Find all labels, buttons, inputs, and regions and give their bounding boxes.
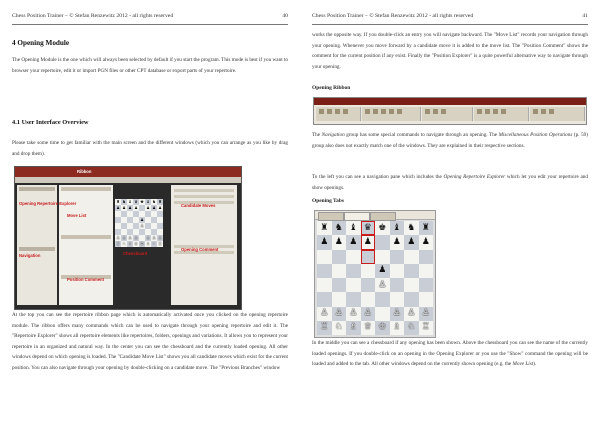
chess-piece-icon: ♝: [392, 222, 401, 233]
board-square[interactable]: [404, 235, 419, 249]
board-square[interactable]: [419, 307, 434, 321]
ribbon-group: [422, 107, 473, 121]
explorer-pane-title: [19, 187, 55, 191]
nav-text-2: group has some special commands to navigate through an opening. The: [344, 132, 499, 138]
board-square[interactable]: [390, 235, 405, 249]
bottom-text-1: In the middle you can see a chessboard if any opening has been shown. Above the chessboard you can see the name of the currently loaded openings. If you double-click on an opening in the Opening Explorer or you use the "Show" command the opening will be loaded and added to the tab. All other windows depend on the currently shown opening (e.g. the: [312, 340, 588, 368]
exp-text-1: To the left you can see a navigation pane which includes the: [312, 174, 444, 180]
chess-piece-icon: ♟: [122, 205, 126, 210]
ribbon-icon: [485, 109, 490, 114]
explorer-paragraph: [312, 172, 588, 193]
board-square[interactable]: [375, 321, 390, 335]
ribbon-icon: [365, 109, 370, 114]
ribbon-icon: [389, 109, 394, 114]
board-square[interactable]: [419, 321, 434, 335]
chess-piece-icon: ♝: [146, 199, 150, 204]
ribbon-commands: [15, 177, 241, 183]
chess-piece-icon: ♜: [116, 199, 120, 204]
ribbon-icon: [541, 109, 546, 114]
label-navigation: Navigation: [19, 253, 41, 258]
ribbon-group: [474, 107, 529, 121]
chess-piece-icon: ♗: [349, 322, 358, 333]
board-square[interactable]: [317, 264, 332, 278]
opening-tab[interactable]: [318, 212, 344, 221]
ribbon-icon: [549, 109, 554, 114]
board-square[interactable]: [419, 235, 434, 249]
chess-piece-icon: ♟: [146, 205, 150, 210]
chess-piece-icon: ♘: [152, 241, 156, 246]
page-number: 41: [582, 13, 588, 19]
pane-row: [174, 189, 234, 192]
chess-piece-icon: ♟: [349, 236, 358, 247]
board-square[interactable]: [375, 221, 390, 235]
chess-piece-icon: ♟: [378, 265, 387, 276]
board-square[interactable]: [375, 292, 390, 306]
board-square[interactable]: [361, 235, 376, 249]
board-square[interactable]: [332, 278, 347, 292]
board-square[interactable]: [375, 278, 390, 292]
main-screen-screenshot: [14, 166, 242, 310]
ribbon-icon: [533, 109, 538, 114]
chess-piece-icon: ♟: [363, 236, 372, 247]
board-square[interactable]: [419, 250, 434, 264]
chess-piece-icon: ♜: [158, 199, 162, 204]
board-square[interactable]: [361, 307, 376, 321]
ribbon-group: [316, 107, 361, 121]
board-square[interactable]: [390, 221, 405, 235]
chess-piece-icon: ♞: [334, 222, 343, 233]
chess-piece-icon: ♞: [407, 222, 416, 233]
chess-piece-icon: ♙: [378, 279, 387, 290]
board-square[interactable]: [346, 307, 361, 321]
opening-ribbon-screenshot: [313, 97, 587, 125]
bottom-link-movelist[interactable]: Move List: [512, 361, 534, 368]
chess-piece-icon: ♞: [122, 199, 126, 204]
ribbon-caption: Opening Ribbon: [312, 85, 351, 91]
chess-piece-icon: ♙: [146, 235, 150, 240]
ribbon-icon: [425, 109, 430, 114]
board-square[interactable]: [404, 292, 419, 306]
chess-piece-icon: ♗: [128, 241, 132, 246]
chess-piece-icon: ♛: [134, 199, 138, 204]
board-square[interactable]: [390, 307, 405, 321]
board-square[interactable]: [361, 292, 376, 306]
board-square[interactable]: [390, 292, 405, 306]
ribbon-icon: [373, 109, 378, 114]
chess-piece-icon: ♙: [407, 308, 416, 319]
page-header: [12, 13, 288, 23]
board-square[interactable]: [346, 292, 361, 306]
chess-piece-icon: ♟: [128, 205, 132, 210]
board-square[interactable]: [346, 321, 361, 335]
ribbon-icon: [327, 109, 332, 114]
pane-title-bar: [61, 187, 111, 191]
top-paragraph: works the opposite way. If you double-click an entry you will navigate backward. The "Move List" records your navigation through your opening. Whenever you move forward by a candidate move it is added to the move list. The "Position Comment" shows the comment for the current position if any exist. Finally the "Position Explorer" is a quite powerful alternative way to navigate through your opening.: [312, 32, 588, 70]
chess-piece-icon: ♕: [134, 241, 138, 246]
chess-piece-icon: ♙: [334, 308, 343, 319]
chess-piece-icon: ♔: [140, 241, 144, 246]
board-square[interactable]: [317, 292, 332, 306]
chess-piece-icon: ♛: [363, 222, 372, 233]
pane-title-bar: [61, 235, 111, 239]
chess-piece-icon: ♗: [392, 322, 401, 333]
chess-piece-icon: ♙: [421, 308, 430, 319]
board-square[interactable]: [404, 307, 419, 321]
board-square[interactable]: [346, 250, 361, 264]
header-title: Chess Position Trainer – © Stefan Renzewitz 2012 - all rights reserved: [312, 13, 474, 19]
label-board: Chessboard: [123, 251, 148, 256]
chess-piece-icon: ♚: [140, 199, 144, 204]
board-square[interactable]: [332, 250, 347, 264]
chess-piece-icon: ♖: [158, 241, 162, 246]
chess-piece-icon: ♟: [392, 236, 401, 247]
chess-piece-icon: ♙: [158, 235, 162, 240]
board-square[interactable]: [361, 221, 376, 235]
board-square[interactable]: [346, 264, 361, 278]
chess-piece-icon: ♟: [140, 217, 144, 222]
label-repertoire-explorer: Opening Repertoire Explorer: [19, 201, 77, 206]
pane-row: [174, 195, 234, 198]
chessboard[interactable]: [317, 221, 433, 335]
ribbon-icon: [343, 109, 348, 114]
chess-piece-icon: ♝: [349, 222, 358, 233]
ribbon-icon: [397, 109, 402, 114]
intro-paragraph: The Opening Module is the one which will always been selected by default if you start the program. This mode is best if you want to browser your repertoire, edit it or import PGN files or other CPT database or export parts of your repertoire.: [12, 57, 288, 74]
chess-piece-icon: ♟: [158, 205, 162, 210]
board-square[interactable]: [346, 221, 361, 235]
chess-piece-icon: ♙: [134, 235, 138, 240]
chess-piece-icon: ♗: [146, 241, 150, 246]
chessboard-thumbnail: [115, 199, 163, 247]
board-square[interactable]: [375, 235, 390, 249]
chess-piece-icon: ♟: [407, 236, 416, 247]
navigation-pane-title: [19, 247, 55, 251]
header-rule: [12, 24, 288, 25]
board-square[interactable]: [332, 307, 347, 321]
board-square[interactable]: [346, 235, 361, 249]
exp-link-explorer[interactable]: Opening Repertoire Explorer: [443, 174, 506, 180]
board-square[interactable]: [332, 264, 347, 278]
chess-piece-icon: ♖: [116, 241, 120, 246]
chess-piece-icon: ♚: [378, 222, 387, 233]
ribbon-icon: [433, 109, 438, 114]
board-square[interactable]: [375, 250, 390, 264]
chess-piece-icon: ♟: [116, 205, 120, 210]
board-square[interactable]: [404, 321, 419, 335]
opening-tab[interactable]: [370, 212, 396, 221]
board-square[interactable]: [404, 250, 419, 264]
board-square[interactable]: [317, 278, 332, 292]
chess-piece-icon: ♜: [421, 222, 430, 233]
board-square[interactable]: [404, 221, 419, 235]
label-position-comment: Position Comment: [67, 277, 104, 282]
board-square[interactable]: [361, 278, 376, 292]
board-square[interactable]: [375, 264, 390, 278]
header-rule: [312, 24, 588, 25]
board-square[interactable]: [375, 307, 390, 321]
tabs-caption: Opening Tabs: [312, 198, 344, 204]
page-header: [312, 13, 588, 23]
nav-link-misc[interactable]: Miscellaneous Position Operations: [498, 132, 573, 138]
board-square: [157, 241, 163, 247]
opening-tab-active[interactable]: [344, 212, 370, 221]
chess-piece-icon: ♙: [320, 308, 329, 319]
board-square[interactable]: [332, 221, 347, 235]
board-square[interactable]: [317, 321, 332, 335]
ribbon-icon: [501, 109, 506, 114]
board-square[interactable]: [361, 264, 376, 278]
nav-text-1: The: [312, 132, 322, 138]
label-opening-comment: Opening Comment: [181, 247, 219, 252]
header-title: Chess Position Trainer – © Stefan Renzewitz 2012 - all rights reserved: [12, 13, 174, 19]
bottom-paragraph: At the top you can see the repertoire ribbon page which is automatically activated once you clicked on the opening repertoire module. The ribbon offers many commands which can be used to navigate through your opening repertoire and edit it. The "Repertoire Explorer" shows all repertoire elements like repertoires, folders, openings and variations. It allows you to represent your repertoire in an organized and natural way. In the center you can see the chessboard and the currently loaded opening. All other windows depend on which opening is loaded. The "Candidate Move List" shows you all candidate moves which exist for the current position. You can also navigate through your opening by double-clicking on a candidate move. The "Previous Branches" window: [12, 312, 288, 371]
board-square[interactable]: [317, 250, 332, 264]
board-square[interactable]: [332, 292, 347, 306]
ribbon-group: [530, 107, 585, 121]
bottom-paragraph: [312, 338, 588, 370]
chess-piece-icon: ♟: [152, 205, 156, 210]
ribbon-icon: [381, 109, 386, 114]
ribbon-icon: [335, 109, 340, 114]
chess-piece-icon: ♕: [363, 322, 372, 333]
ribbon-icon: [441, 109, 446, 114]
ribbon-tab-row: [314, 98, 586, 105]
section-heading: 4 Opening Module: [12, 39, 70, 47]
subsection-heading: 4.1 User Interface Overview: [12, 119, 89, 126]
chess-piece-icon: ♙: [363, 308, 372, 319]
ribbon-icon: [477, 109, 482, 114]
chess-piece-icon: ♟: [134, 205, 138, 210]
chess-piece-icon: ♞: [152, 199, 156, 204]
board-square[interactable]: [390, 278, 405, 292]
chess-piece-icon: ♙: [140, 223, 144, 228]
ribbon-bar: [15, 167, 241, 177]
page-number: 40: [282, 13, 288, 19]
chess-piece-icon: ♜: [320, 222, 329, 233]
board-square[interactable]: [332, 235, 347, 249]
chess-piece-icon: ♖: [421, 322, 430, 333]
board-square[interactable]: [419, 292, 434, 306]
right-page: [300, 0, 600, 424]
board-square[interactable]: [317, 235, 332, 249]
opening-tab-strip: [315, 211, 435, 220]
exp-text-2: which let you edit your repertoire and show openings.: [312, 174, 588, 191]
ribbon-group: [362, 107, 421, 121]
board-square[interactable]: [332, 321, 347, 335]
board-square[interactable]: [390, 264, 405, 278]
chess-piece-icon: ♙: [116, 235, 120, 240]
bottom-text-2: ).: [533, 361, 537, 368]
ribbon-icon: [493, 109, 498, 114]
navigation-paragraph: [312, 130, 588, 151]
chess-piece-icon: ♘: [122, 241, 126, 246]
chess-piece-icon: ♟: [334, 236, 343, 247]
board-square[interactable]: [404, 264, 419, 278]
ribbon-icon: [319, 109, 324, 114]
board-square[interactable]: [390, 321, 405, 335]
chess-piece-icon: ♖: [320, 322, 329, 333]
label-move-list: Move List: [67, 213, 87, 218]
board-square[interactable]: [361, 250, 376, 264]
chess-piece-icon: ♙: [152, 235, 156, 240]
board-square[interactable]: [317, 307, 332, 321]
chess-piece-icon: ♙: [122, 235, 126, 240]
chess-piece-icon: ♝: [128, 199, 132, 204]
nav-link-navigation[interactable]: Navigation: [321, 132, 345, 138]
board-square[interactable]: [346, 278, 361, 292]
chess-piece-icon: ♔: [378, 322, 387, 333]
chess-piece-icon: ♟: [320, 236, 329, 247]
board-square[interactable]: [419, 264, 434, 278]
nav-text-3: (p. 59) group also does not exactly match one of the windows. They are explained in their respective sections.: [312, 132, 588, 149]
board-square[interactable]: [390, 250, 405, 264]
chess-piece-icon: ♙: [392, 308, 401, 319]
chess-piece-icon: ♙: [349, 308, 358, 319]
chess-piece-icon: ♘: [334, 322, 343, 333]
label-ribbon: Ribbon: [77, 169, 92, 174]
board-square[interactable]: [419, 221, 434, 235]
board-square[interactable]: [404, 278, 419, 292]
board-square[interactable]: [361, 321, 376, 335]
chess-piece-icon: ♘: [407, 322, 416, 333]
label-candidate-moves: Candidate Moves: [181, 203, 216, 208]
chess-piece-icon: ♟: [421, 236, 430, 247]
overview-paragraph: Please take some time to get familiar with the main screen and the different windows (which you can arrange as you like by drag and drop them).: [12, 140, 288, 157]
opening-tabs-screenshot: [314, 210, 436, 338]
board-square[interactable]: [317, 221, 332, 235]
chess-piece-icon: ♙: [128, 235, 132, 240]
board-square[interactable]: [419, 278, 434, 292]
